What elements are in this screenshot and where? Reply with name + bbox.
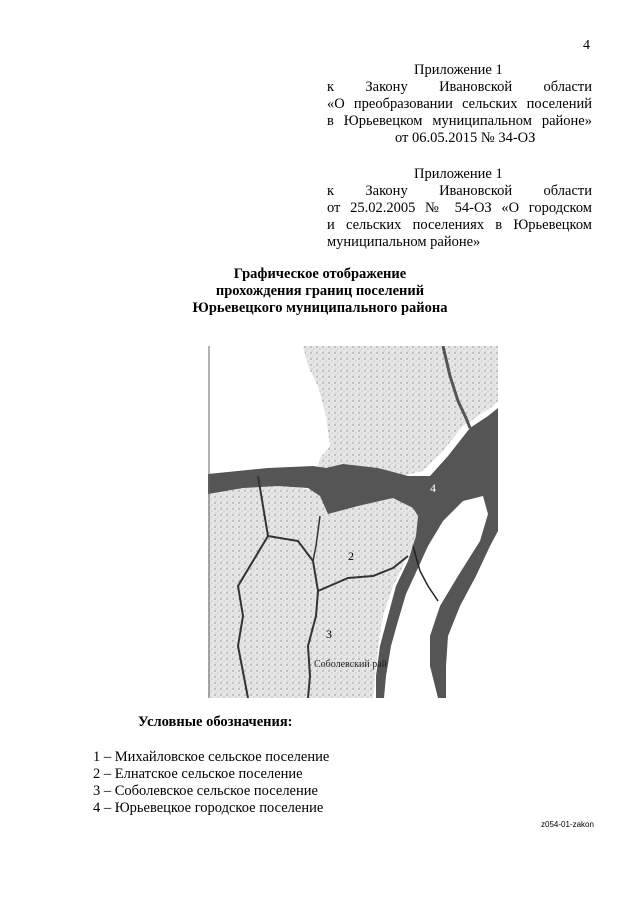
- appendix-2-line-1: к Закону Ивановской области: [327, 183, 592, 199]
- boundary-map: [208, 346, 498, 698]
- appendix-2-title: Приложение 1: [414, 166, 503, 182]
- boundary-map-svg: [208, 346, 498, 698]
- map-label-4: 4: [430, 481, 436, 495]
- document-heading-line-3: Юрьевецкого муниципального района: [192, 300, 448, 316]
- appendix-2-line-3: и сельских поселениях в Юрьевецком: [327, 217, 592, 233]
- legend-item-4: 4 – Юрьевецкое городское поселение: [93, 800, 324, 816]
- footer-code: z054-01-zakon: [541, 820, 594, 829]
- legend-item-1: 1 – Михайловское сельское поселение: [93, 749, 330, 765]
- map-label-3: 3: [326, 627, 332, 641]
- legend-title: Условные обозначения:: [138, 714, 293, 730]
- appendix-2-line-2: от 25.02.2005 № 54-ОЗ «О городском: [327, 200, 592, 216]
- page-number: 4: [583, 38, 590, 53]
- appendix-1-line-3: в Юрьевецком муниципальном районе»: [327, 113, 592, 129]
- legend-item-3: 3 – Соболевское сельское поселение: [93, 783, 318, 799]
- map-label-partial: Соболевский рай: [314, 659, 388, 670]
- appendix-1-date: от 06.05.2015 № 34-ОЗ: [395, 130, 536, 146]
- document-heading-line-2: прохождения границ поселений: [215, 283, 425, 299]
- appendix-1-title: Приложение 1: [414, 62, 503, 78]
- appendix-1-line-1: к Закону Ивановской области: [327, 79, 592, 95]
- legend-item-2: 2 – Елнатское сельское поселение: [93, 766, 303, 782]
- appendix-2-line-4: муниципальном районе»: [327, 234, 481, 250]
- appendix-1-line-2: «О преобразовании сельских поселений: [327, 96, 592, 112]
- document-heading-line-1: Графическое отображение: [233, 266, 407, 282]
- map-label-2: 2: [348, 549, 354, 563]
